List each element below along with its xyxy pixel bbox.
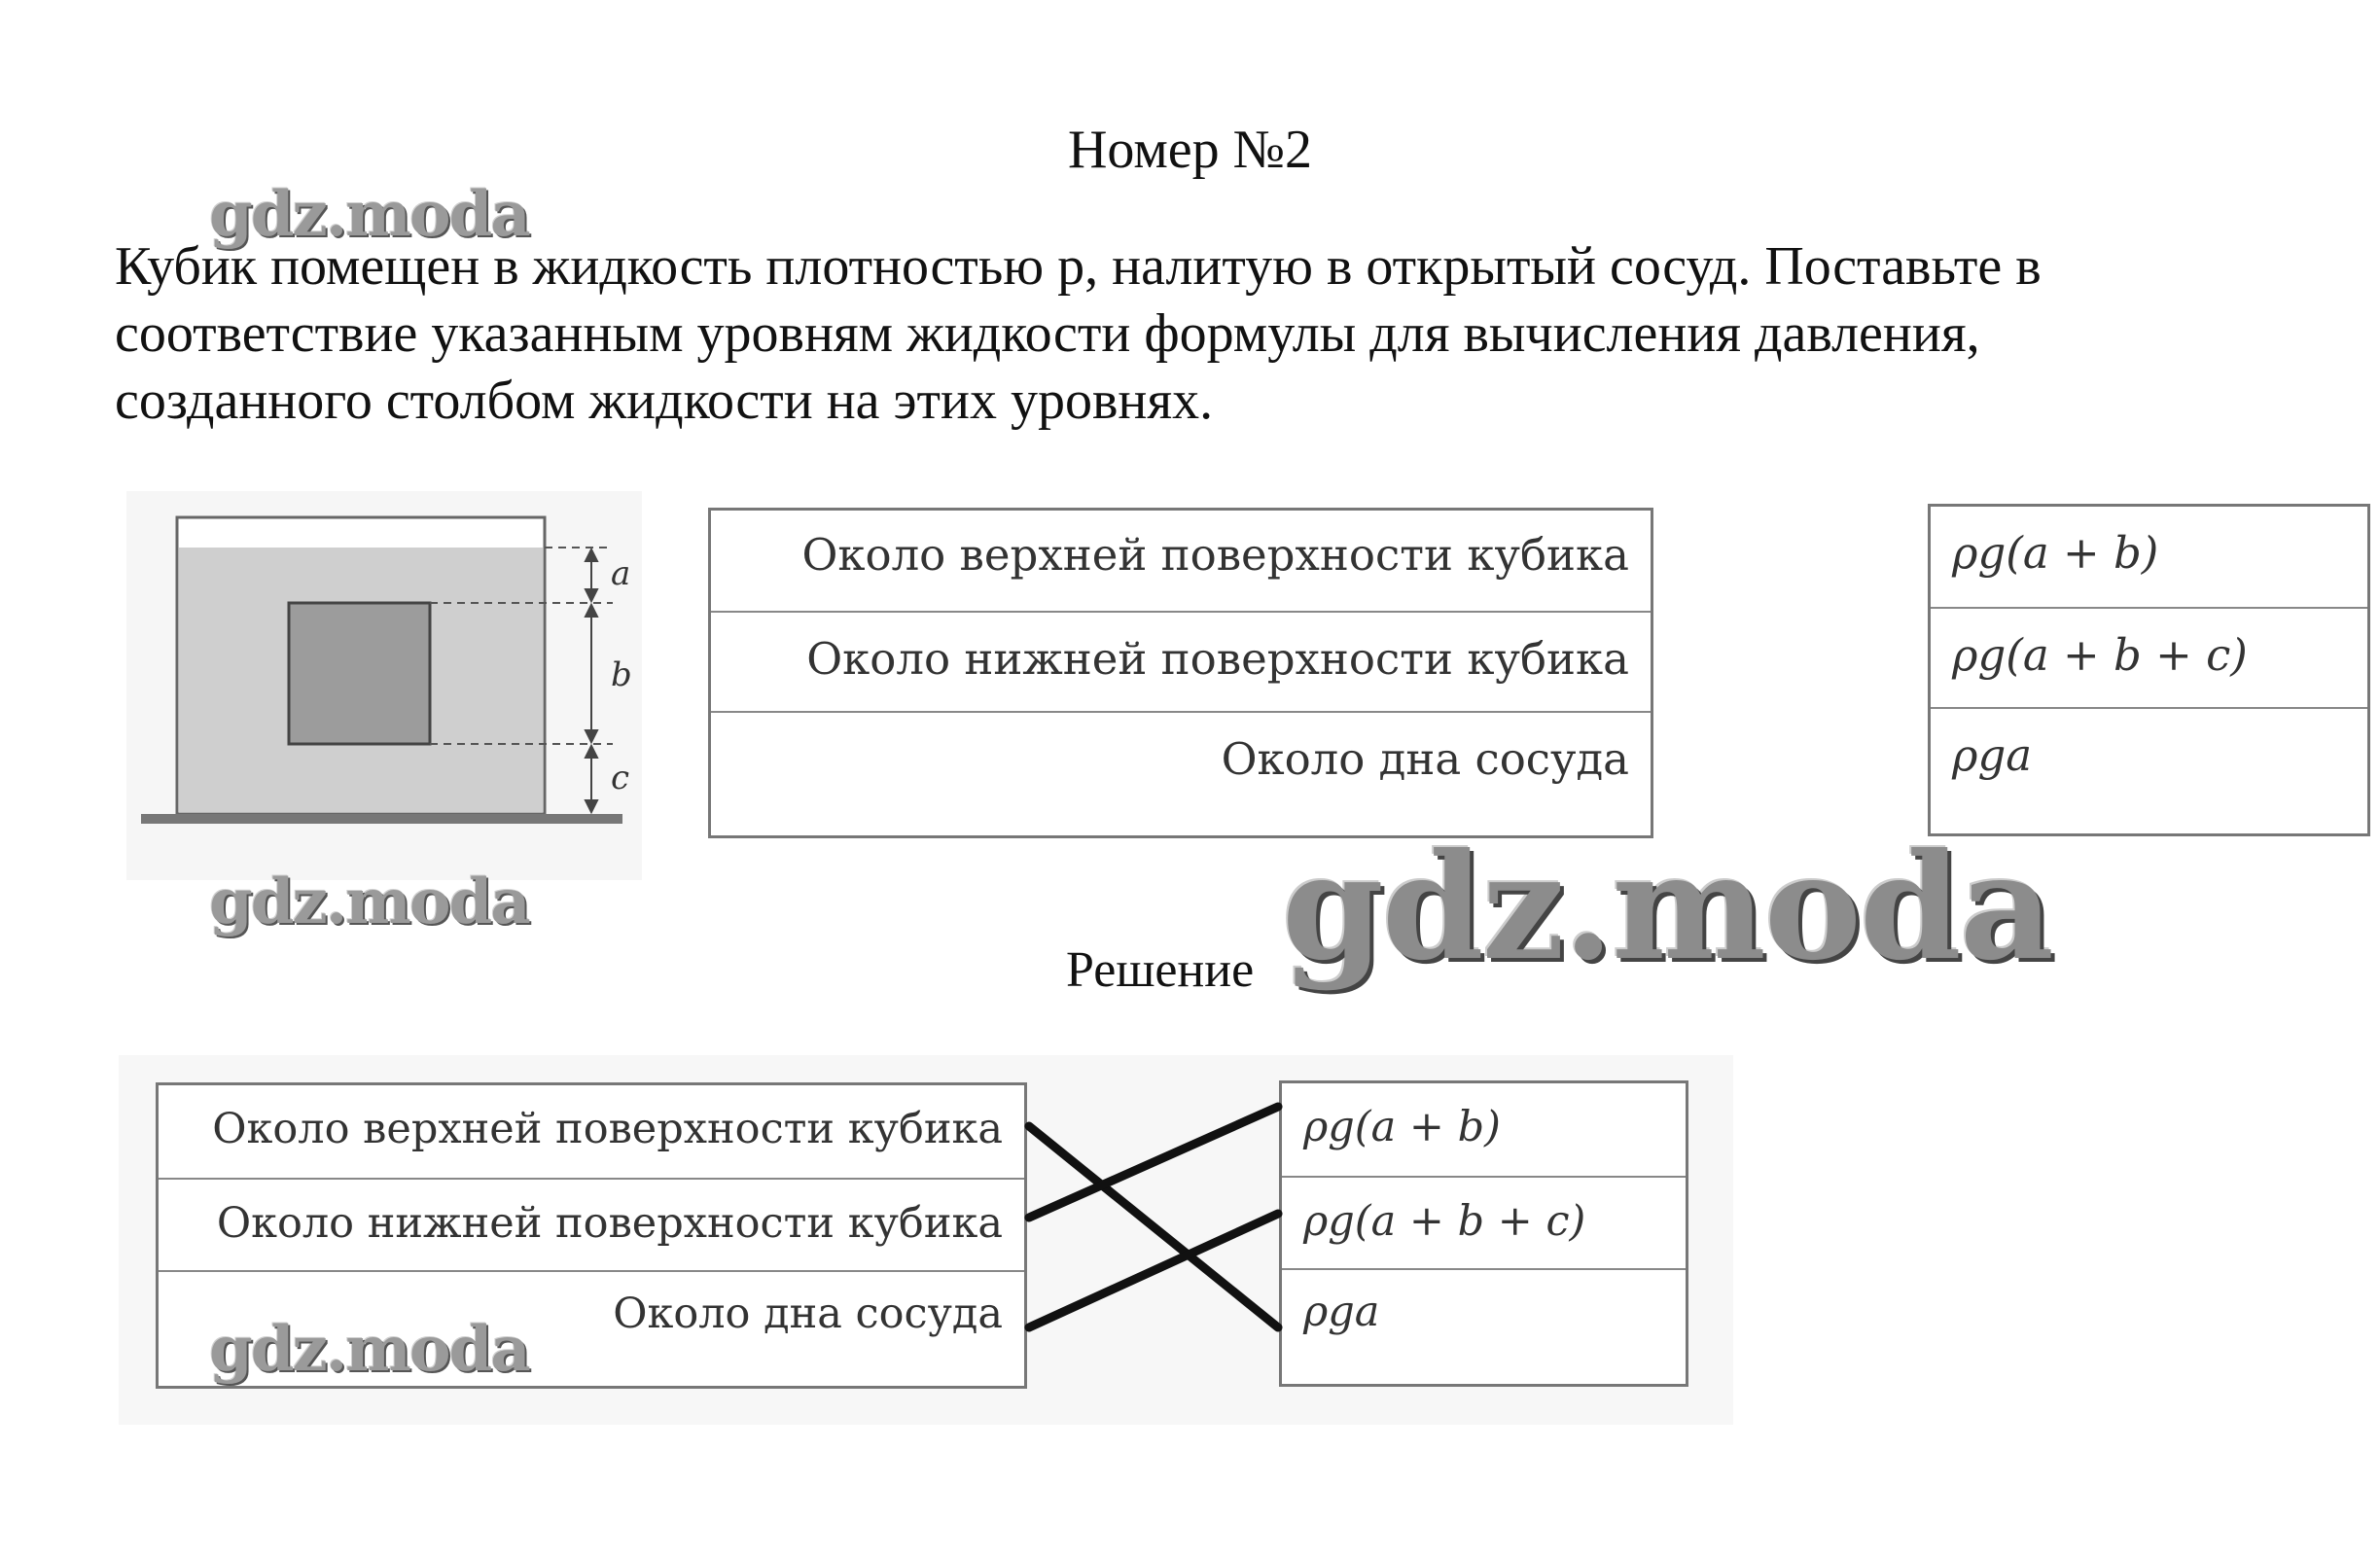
solution-formula-label-3: ρga xyxy=(1303,1288,1380,1336)
formula-label-2: ρg(a + b + c) xyxy=(1952,629,2248,681)
formula-label-3: ρga xyxy=(1952,729,2033,781)
solution-title: Решение xyxy=(1066,942,1255,998)
match-line-bottom-to-rho-g-ab xyxy=(1029,1107,1278,1218)
watermark-bottom: gdz.moda xyxy=(209,1313,529,1386)
level-label-3: Около дна сосуда xyxy=(1221,733,1629,785)
label-c: c xyxy=(611,759,630,797)
watermark-middle: gdz.moda xyxy=(209,866,529,938)
label-b: b xyxy=(611,655,632,694)
level-label-2: Около нижней поверхности кубика xyxy=(806,633,1629,685)
solution-level-label-3: Около дна сосуда xyxy=(613,1290,1003,1338)
watermark-top: gdz.moda xyxy=(209,178,529,251)
label-a: a xyxy=(611,554,631,593)
problem-line-1: Кубик помещен в жидкость плотностью р, налитую в открытый сосуд. Поставьте в xyxy=(115,236,2042,297)
solution-level-label-1: Около верхней поверхности кубика xyxy=(212,1105,1003,1153)
problem-line-3: созданного столбом жидкости на этих уровнях. xyxy=(115,371,1214,431)
problem-line-2: соответствие указанным уровням жидкости формулы для вычисления давления, xyxy=(115,303,1980,364)
solution-level-label-2: Около нижней поверхности кубика xyxy=(216,1199,1003,1248)
solution-formula-label-1: ρg(a + b) xyxy=(1303,1103,1501,1151)
formula-label-1: ρg(a + b) xyxy=(1952,527,2159,579)
level-label-1: Около верхней поверхности кубика xyxy=(801,529,1629,581)
watermark-large: gdz.moda xyxy=(1282,822,2053,993)
solution-formula-label-2: ρg(a + b + c) xyxy=(1303,1197,1586,1246)
page-title: Номер №2 xyxy=(1067,120,1313,180)
